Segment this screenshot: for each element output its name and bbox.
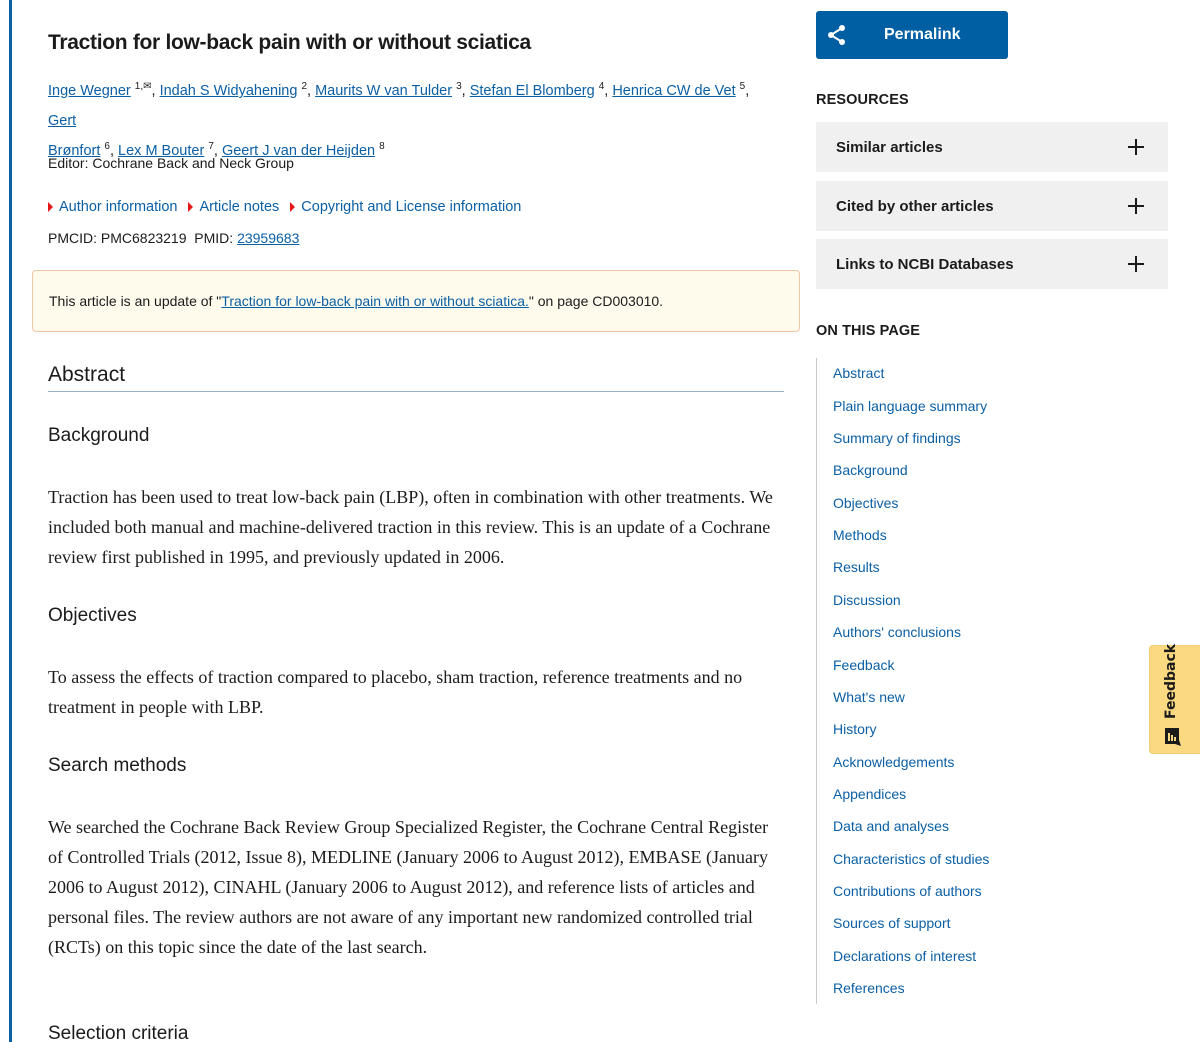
accordion-ncbi-links[interactable]: Links to NCBI Databases — [816, 239, 1168, 289]
pmid-label: PMID: — [194, 230, 234, 246]
article-title: Traction for low-back pain with or without sciatica — [48, 31, 531, 54]
pmid-link[interactable]: 23959683 — [237, 230, 300, 246]
toc-item-results[interactable]: Results — [833, 559, 880, 575]
toc-item-references[interactable]: References — [833, 980, 905, 996]
author-affiliation: 6 — [104, 141, 110, 152]
accordion-cited-by[interactable]: Cited by other articles — [816, 181, 1168, 231]
on-this-page-heading: ON THIS PAGE — [816, 323, 921, 339]
author-list: Inge Wegner $^{1,✉}$, Indah S Widyahening $^2$, Maurits W van Tulder $^3$, Stefan El Blomberg $^4$, Henrica CW de Vet $^5$, Gert Brønfort $^6$, Lex M Bouter $^7$, Geert J van der Heijden $^8$ — [48, 81, 750, 159]
plus-icon — [1128, 139, 1144, 155]
section-text-objectives: To assess the effects of traction compared to placebo, sham traction, reference treatments and no treatment in people with LBP. — [48, 667, 743, 717]
accordion-similar-articles[interactable]: Similar articles — [816, 122, 1168, 172]
toc-item-characteristics-of-studies[interactable]: Characteristics of studies — [833, 851, 990, 867]
plus-icon — [1128, 256, 1144, 272]
toc-item-sources-of-support[interactable]: Sources of support — [833, 915, 951, 931]
left-accent-rule — [9, 0, 12, 1042]
toc-item-feedback[interactable]: Feedback — [833, 657, 895, 673]
abstract-heading: Abstract — [48, 363, 784, 392]
toc-item-history[interactable]: History — [833, 721, 877, 737]
triangle-right-icon — [290, 202, 295, 212]
update-notice: This article is an update of " Traction for low-back pain with or without sciatica. " on page CD003010. — [32, 270, 800, 332]
table-of-contents — [816, 358, 1156, 1004]
section-heading-background: Background — [48, 425, 150, 446]
author-link[interactable]: Stefan El Blomberg — [469, 83, 595, 99]
author-affiliation: 5 — [739, 81, 746, 92]
previous-version-link[interactable]: Traction for low-back pain with or without sciatica. — [221, 293, 529, 309]
feedback-chart-icon — [1165, 728, 1181, 746]
triangle-right-icon — [48, 202, 53, 212]
author-affiliation: 4 — [598, 81, 605, 92]
toc-item-contributions-of-authors[interactable]: Contributions of authors — [833, 883, 982, 899]
toc-item-appendices[interactable]: Appendices — [833, 786, 907, 802]
toc-item-discussion[interactable]: Discussion — [833, 592, 901, 608]
toc-item-summary-of-findings[interactable]: Summary of findings — [833, 430, 961, 446]
copyright-license-toggle[interactable]: Copyright and License information — [290, 199, 521, 215]
author-link[interactable]: Lex M Bouter — [118, 143, 205, 159]
article-info-links — [48, 199, 521, 215]
author-link[interactable]: Inge Wegner — [48, 83, 131, 99]
resources-heading: RESOURCES — [816, 92, 909, 108]
toc-item-authors-conclusions[interactable]: Authors' conclusions — [833, 624, 961, 640]
toc-item-declarations-of-interest[interactable]: Declarations of interest — [833, 948, 977, 964]
author-affiliation: 7 — [208, 141, 214, 152]
author-link[interactable]: Maurits W van Tulder — [315, 83, 453, 99]
author-link[interactable]: Brønfort — [48, 143, 101, 159]
feedback-label: Feedback — [1163, 643, 1179, 719]
toc-item-whats-new[interactable]: What's new — [833, 689, 905, 705]
author-link[interactable]: Gert — [48, 113, 77, 129]
section-text-search-methods: We searched the Cochrane Back Review Group Specialized Register, the Cochrane Central Register of Controlled Trials (2012, Issue 8), MEDLINE (January 2006 to August 2012), EMBASE (January 2006 to August 2012), CINAHL (January 2006 to August 2012), and reference lists of articles and personal files. The review authors are not aware of any important new randomized controlled trial (RCTs) on this topic since the date of the last search. — [48, 817, 769, 957]
pmcid: PMCID: PMC6823219 — [48, 230, 187, 246]
permalink-label: Permalink — [884, 26, 961, 43]
author-affiliation: 8 — [379, 141, 385, 152]
author-link[interactable]: Geert J van der Heijden — [221, 143, 376, 159]
toc-item-plain-language-summary[interactable]: Plain language summary — [833, 398, 988, 414]
toc-item-objectives[interactable]: Objectives — [833, 495, 899, 511]
author-link[interactable]: Indah S Widyahening — [159, 83, 298, 99]
article-ids — [48, 230, 299, 246]
plus-icon — [1128, 198, 1144, 214]
section-heading-selection-criteria: Selection criteria — [48, 1023, 189, 1042]
section-heading-objectives: Objectives — [48, 605, 137, 626]
article-notes-toggle[interactable]: Article notes — [188, 199, 279, 215]
author-affiliation: 2 — [301, 81, 308, 92]
author-link[interactable]: Henrica CW de Vet — [612, 83, 736, 99]
author-information-toggle[interactable]: Author information — [48, 199, 177, 215]
author-affiliation: 1,✉ — [134, 81, 152, 92]
toc-item-methods[interactable]: Methods — [833, 527, 887, 543]
editor-line: Editor: Cochrane Back and Neck Group — [48, 155, 294, 171]
share-icon — [826, 24, 848, 46]
triangle-right-icon — [188, 202, 193, 212]
section-heading-search-methods: Search methods — [48, 755, 187, 776]
toc-item-data-and-analyses[interactable]: Data and analyses — [833, 818, 949, 834]
toc-item-background[interactable]: Background — [833, 462, 908, 478]
section-text-background: Traction has been used to treat low-back pain (LBP), often in combination with other treatments. We included both manual and machine-delivered traction in this review. This is an update of a Cochrane review first published in 1995, and previously updated in 2006. — [48, 487, 773, 567]
feedback-tab[interactable] — [1149, 645, 1200, 754]
toc-item-abstract[interactable]: Abstract — [833, 365, 885, 381]
toc-item-acknowledgements[interactable]: Acknowledgements — [833, 754, 955, 770]
author-affiliation: 3 — [456, 81, 462, 92]
permalink-button[interactable] — [816, 11, 1008, 59]
